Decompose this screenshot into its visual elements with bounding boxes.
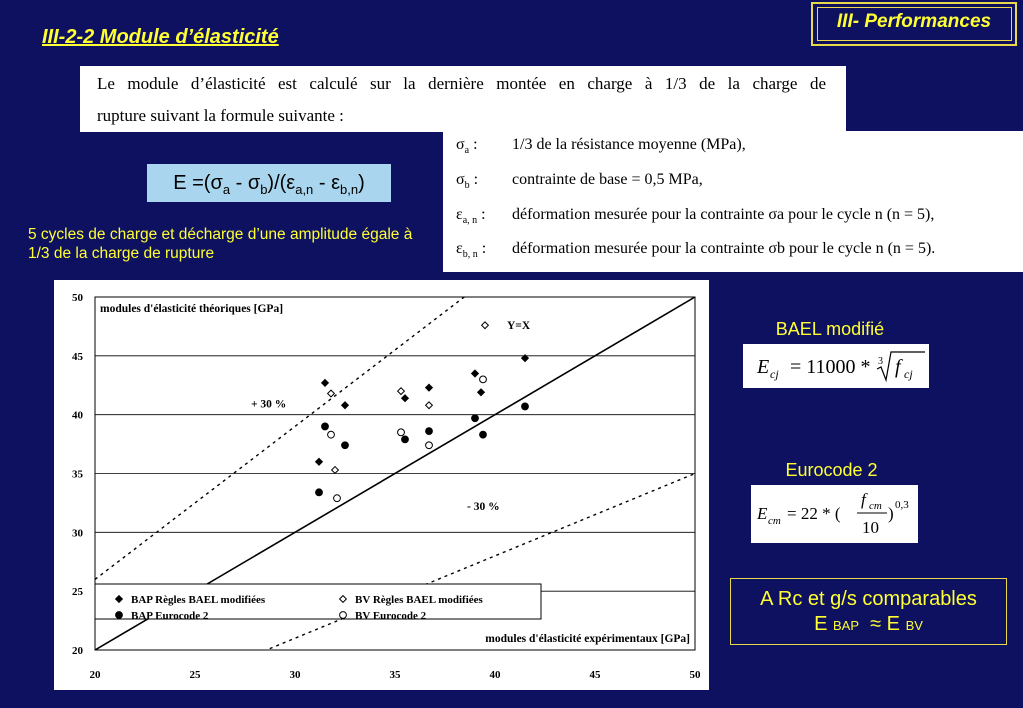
y-tick-label: 50 <box>72 292 83 304</box>
legend-label: BAP Eurocode 2 <box>131 610 209 622</box>
x-tick-label: 25 <box>189 669 201 681</box>
y-axis-title: modules d'élasticité théoriques [GPa] <box>100 303 284 315</box>
modulus-formula: $E =(\sigma_a - \sigma_b)/(\varepsilon_{a,n} - \varepsilon_{b,n})$ <box>147 164 391 202</box>
svg-text:): ) <box>888 504 894 523</box>
conclusion-line-2: E BAP ≈ E BV <box>814 613 923 635</box>
svg-text:cj: cj <box>904 367 913 381</box>
svg-text:= 11000 *: = 11000 * <box>790 356 871 378</box>
data-point <box>426 442 433 449</box>
x-tick-label: 45 <box>589 669 601 681</box>
y-tick-label: 45 <box>72 350 83 363</box>
x-tick-label: 30 <box>289 669 301 681</box>
page-title: III-2-2 Module d’élasticité <box>42 26 279 48</box>
svg-text:3: 3 <box>878 356 883 367</box>
data-point <box>522 403 529 410</box>
legend-marker <box>116 612 123 619</box>
svg-text:E: E <box>757 356 770 378</box>
y-tick-label: 20 <box>72 645 83 657</box>
svg-text:10: 10 <box>862 518 879 537</box>
section-title: III- Performances <box>836 11 992 32</box>
bael-label: BAEL modifié <box>775 319 885 339</box>
reference-line-label: - 30 % <box>467 500 500 513</box>
x-tick-label: 50 <box>689 669 701 681</box>
eurocode-formula <box>751 485 918 543</box>
svg-text:f: f <box>895 356 901 378</box>
reference-line-label: Y=X <box>507 319 531 332</box>
intro-line-1: Le module d’élasticité est calculé sur la dernière montée en charge à 1/3 de la charge de <box>97 74 826 93</box>
svg-text:cj: cj <box>770 367 779 381</box>
intro-line-2: rupture suivant la formule suivante : <box>97 106 344 125</box>
conclusion-line-1: A Rc et g/s comparables <box>760 588 977 610</box>
legend-label: BV Règles BAEL modifiées <box>355 594 483 606</box>
y-tick-label: 40 <box>72 409 83 422</box>
legend-label: BV Eurocode 2 <box>355 610 427 622</box>
data-point <box>398 429 405 436</box>
section-badge <box>811 2 1017 46</box>
definitions-panel: $\sigma_a$ : 1/3 de la résistance moyenne (MPa), $\sigma_b$ : contrainte de base = 0,5 MPa, $\varepsilon_{a, n}$ : déformation mesurée pour la contrainte σa pour le cycle n (n = 5), $\varepsilon_{b, n}$ : déformation mesurée pour la contrainte σb pour le cycle n (n = 5). <box>443 131 1023 272</box>
svg-text:cm: cm <box>768 515 781 527</box>
svg-text:cm: cm <box>869 500 882 512</box>
y-tick-label: 30 <box>72 527 83 540</box>
cycles-note: 5 cycles de charge et décharge d’une amplitude égale à 1/3 de la charge de rupture <box>28 226 413 262</box>
y-tick-label: 35 <box>72 468 83 481</box>
svg-text:E: E <box>757 504 768 523</box>
intro-text <box>80 66 846 132</box>
x-tick-label: 40 <box>489 669 501 681</box>
data-point <box>334 495 341 502</box>
y-tick-label: 25 <box>72 586 83 599</box>
x-axis-title: modules d'élasticité expérimentaux [GPa] <box>485 633 690 645</box>
conclusion-box <box>730 578 1007 645</box>
data-point <box>480 431 487 438</box>
reference-line-label: + 30 % <box>251 398 287 411</box>
data-point <box>316 489 323 496</box>
legend-label: BAP Règles BAEL modifiées <box>131 594 266 606</box>
data-point <box>402 436 409 443</box>
data-point <box>426 428 433 435</box>
eurocode-label: Eurocode 2 <box>785 460 878 480</box>
modulus-scatter-chart <box>54 280 709 690</box>
data-point <box>342 442 349 449</box>
svg-text:= 22 * (: = 22 * ( <box>787 504 841 523</box>
data-point <box>322 423 329 430</box>
data-point <box>328 431 335 438</box>
chart-svg <box>54 280 709 690</box>
legend-marker <box>340 612 347 619</box>
svg-text:f: f <box>861 490 866 509</box>
bael-formula <box>743 344 929 388</box>
x-tick-label: 35 <box>389 669 401 681</box>
data-point <box>472 415 479 422</box>
svg-text:0,3: 0,3 <box>895 499 909 511</box>
x-tick-label: 20 <box>89 669 101 681</box>
data-point <box>480 376 487 383</box>
